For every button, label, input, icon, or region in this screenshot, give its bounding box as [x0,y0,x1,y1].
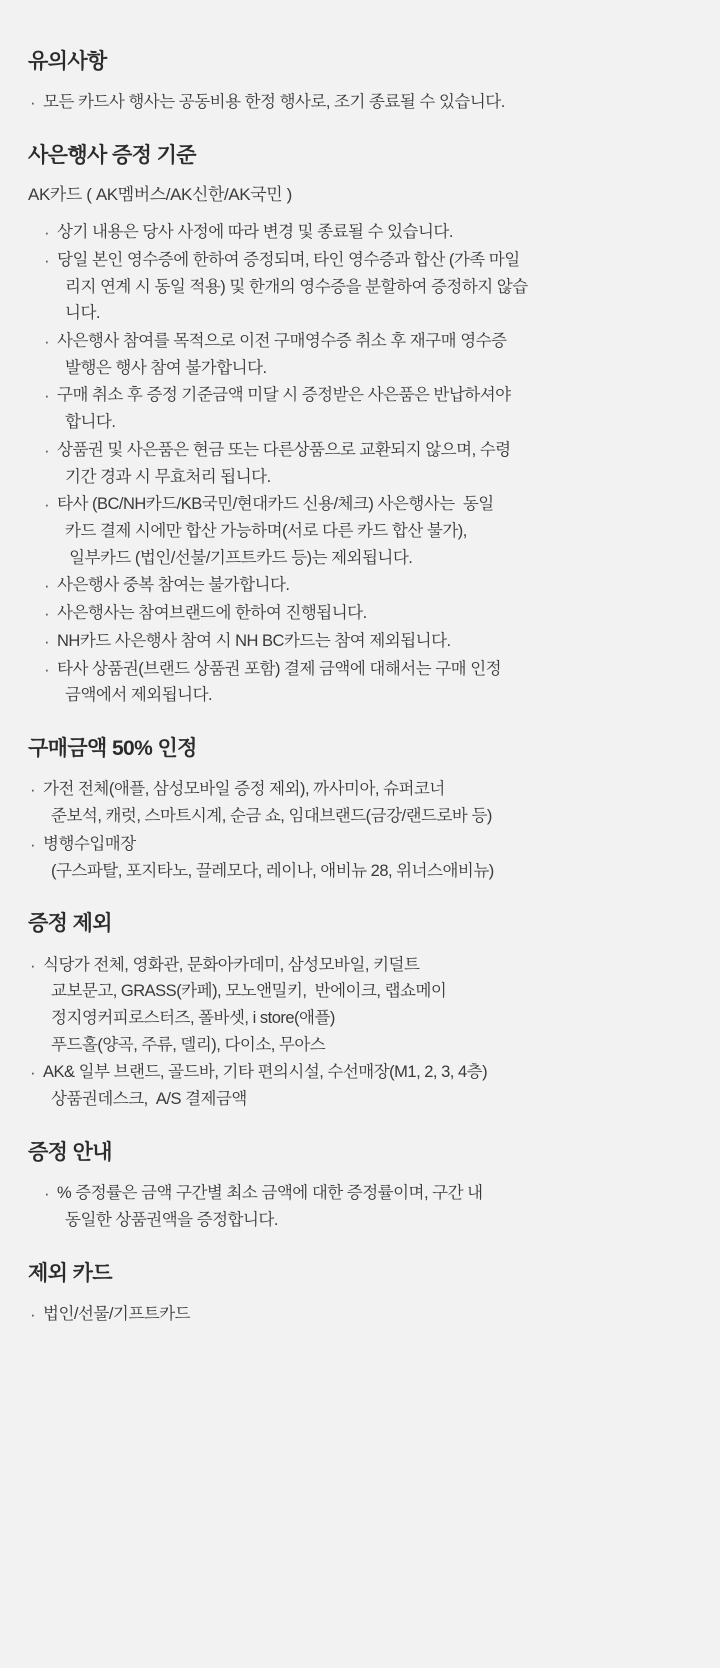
list-item [42,628,692,655]
list-item [28,89,692,116]
notice-section [28,910,692,1113]
list-item-text: NH카드 사은행사 참여 시 NH BC카드는 참여 제외됩니다. [57,631,451,650]
list-item [42,572,692,599]
list-item-text: 상기 내용은 당사 사정에 따라 변경 및 종료될 수 있습니다. [57,223,453,242]
list-item-continuation: 준보석, 캐럿, 스마트시계, 순금 쇼, 임대브랜드(금강/랜드로바 등) [51,807,492,826]
list-item [42,1180,692,1233]
notice-section [28,1139,692,1234]
notice-section [28,735,692,884]
list-item-continuation: 일부카드 (법인/선불/기프트카드 등)는 제외됩니다. [65,548,413,567]
list-item-text: 법인/선물/기프트카드 [43,1304,191,1323]
list-item-text: 사은행사는 참여브랜드에 한하여 진행됩니다. [57,604,367,623]
list-item-text: 상품권 및 사은품은 현금 또는 다른상품으로 교환되지 않으며, 수령 [57,440,511,459]
sections-container [28,48,692,1328]
list-item-continuation: 동일한 상품권액을 증정합니다. [65,1210,278,1229]
bullet-list [28,952,692,1113]
section-title: 구매금액 50% 인정 [28,737,197,761]
list-item-text: 타사 상품권(브랜드 상품권 포함) 결제 금액에 대해서는 구매 인정 [57,659,502,678]
list-item-continuation: 금액에서 제외됩니다. [65,686,213,705]
list-item [42,491,692,571]
list-item-continuation: 푸드홀(양곡, 주류, 델리), 다이소, 무아스 [51,1035,326,1054]
list-item-continuation: 리지 연계 시 동일 적용) 및 한개의 영수증을 분할하여 증정하지 않습 [65,277,528,296]
list-item-text: AK& 일부 브랜드, 골드바, 기타 편의시설, 수선매장(M1, 2, 3, 4층) [43,1063,488,1082]
list-item-continuation: 교보문고, GRASS(카페), 모노앤밀키, 반에이크, 랩쇼메이 [51,982,447,1001]
list-item-text: 구매 취소 후 증정 기준금액 미달 시 증정받은 사은품은 반납하셔야 [57,386,511,405]
list-item [42,219,692,246]
list-item-continuation: 상품권데스크, A/S 결제금액 [51,1090,247,1109]
bullet-list [28,776,692,884]
notice-section [28,1260,692,1328]
list-item-text: 식당가 전체, 영화관, 문화아카데미, 삼성모바일, 키덜트 [43,955,420,974]
list-item [28,1301,692,1328]
list-item-text: % 증정률은 금액 구간별 최소 금액에 대한 증정률이며, 구간 내 [57,1184,483,1203]
list-item [42,382,692,435]
bullet-list [28,89,692,116]
list-item-text: 사은행사 참여를 목적으로 이전 구매영수증 취소 후 재구매 영수증 [57,331,507,350]
list-item-continuation: 합니다. [65,413,116,432]
notice-section [28,48,692,116]
list-item-continuation: 기간 경과 시 무효처리 됩니다. [65,467,271,486]
section-subtitle: AK카드 ( AK멤버스/AK신한/AK국민 ) [28,185,292,205]
section-title: 유의사항 [28,50,107,73]
section-title: 제외 카드 [28,1261,112,1285]
list-item-text: 가전 전체(애플, 삼성모바일 증정 제외), 까사미아, 슈퍼코너 [43,780,445,799]
list-item-text: 병행수입매장 [43,834,136,853]
list-item-continuation: 발행은 행사 참여 불가합니다. [65,358,267,377]
list-item-continuation: 카드 결제 시에만 합산 가능하며(서로 다른 카드 합산 불가), [65,522,467,541]
list-item [28,952,692,1059]
list-item-continuation: 니다. [65,304,100,323]
list-item [28,831,692,884]
list-item-continuation: (구스파탈, 포지타노, 끌레모다, 레이나, 애비뉴 28, 위너스애비뉴) [51,861,494,880]
list-item [42,247,692,327]
section-title: 증정 제외 [28,912,112,936]
list-item-continuation: 정지영커피로스터즈, 폴바셋, i store(애플) [51,1008,335,1027]
list-item-text: 사은행사 중복 참여는 불가합니다. [57,576,290,595]
notice-section [28,142,692,709]
list-item [42,328,692,381]
bullet-list [28,1180,692,1233]
list-item-text: 타사 (BC/NH카드/KB국민/현대카드 신용/체크) 사은행사는 동일 [57,495,494,514]
bullet-list [28,1301,692,1328]
list-item [42,600,692,627]
list-item-text: 모든 카드사 행사는 공동비용 한정 행사로, 조기 종료될 수 있습니다. [43,93,505,112]
section-title: 사은행사 증정 기준 [28,144,196,168]
list-item [28,776,692,829]
section-title: 증정 안내 [28,1140,112,1164]
list-item [42,437,692,490]
list-item-text: 당일 본인 영수증에 한하여 증정되며, 타인 영수증과 합산 (가족 마일 [57,250,520,269]
bullet-list [28,219,692,709]
list-item [42,656,692,709]
list-item [28,1059,692,1112]
